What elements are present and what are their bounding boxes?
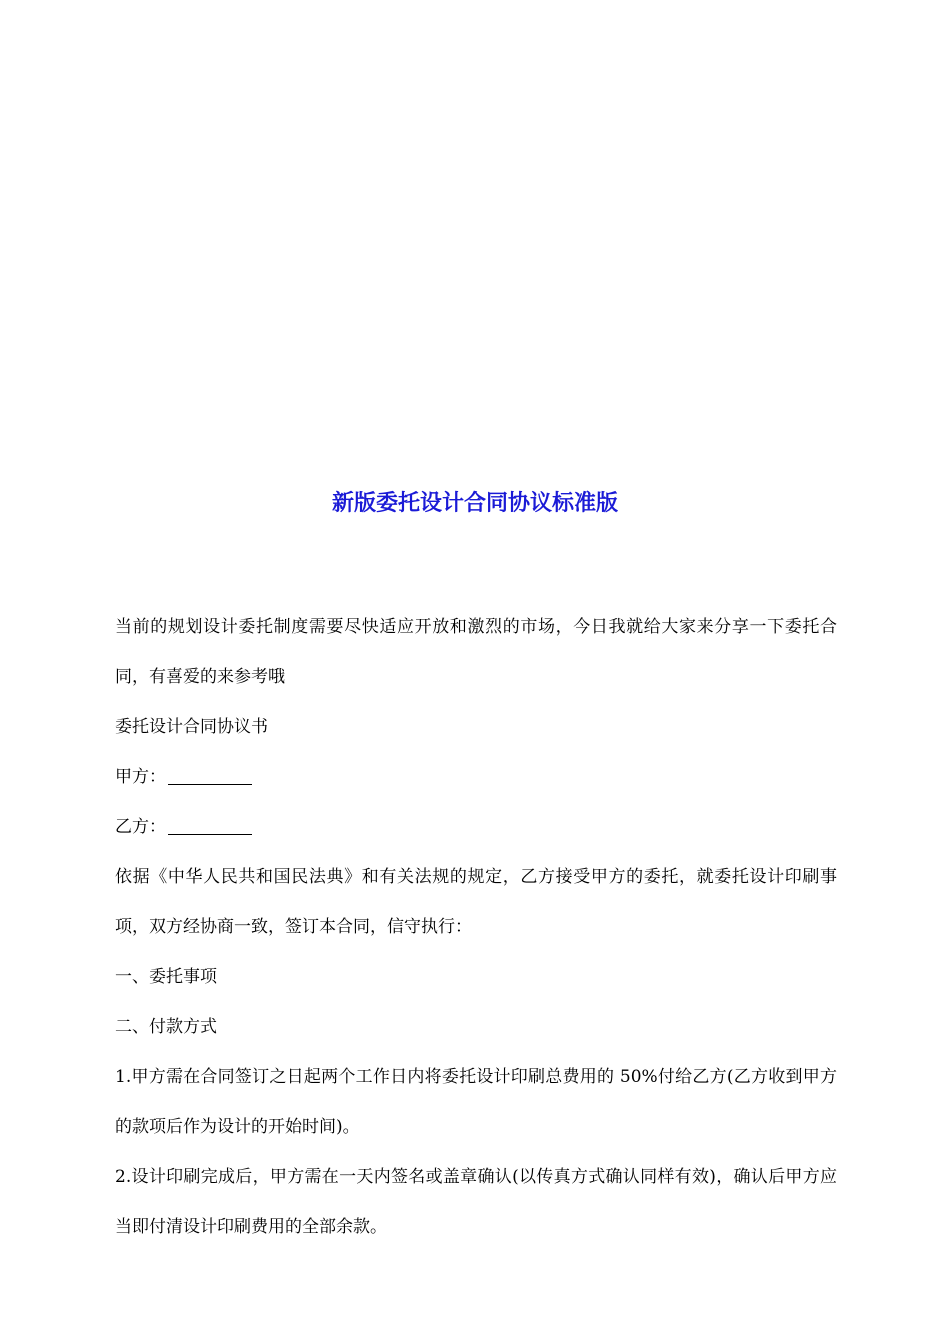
preamble-paragraph: 依据《中华人民共和国民法典》和有关法规的规定，乙方接受甲方的委托，就委托设计印刷事项，双方经协商一致，签订本合同，信守执行：: [115, 867, 837, 937]
clause-1-paragraph: 1.甲方需在合同签订之日起两个工作日内将委托设计印刷总费用的 50%付给乙方(乙方收到甲方的款项后作为设计的开始时间)。: [115, 1067, 837, 1137]
party-a-blank: [168, 766, 252, 785]
party-b-line: [115, 802, 837, 852]
clause-2-paragraph: 2.设计印刷完成后，甲方需在一天内签名或盖章确认(以传真方式确认同样有效)，确认后甲方应当即付清设计印刷费用的全部余款。: [115, 1167, 837, 1237]
party-b-label: 乙方：: [115, 817, 166, 837]
party-b-blank: [168, 816, 252, 835]
party-a-label: 甲方：: [115, 767, 166, 787]
section-2-heading: 二、付款方式: [115, 1017, 217, 1037]
document-title: 新版委托设计合同协议标准版: [331, 491, 618, 516]
contract-heading: 委托设计合同协议书: [115, 717, 268, 737]
section-1-heading: 一、委托事项: [115, 967, 217, 987]
intro-paragraph: 当前的规划设计委托制度需要尽快适应开放和激烈的市场，今日我就给大家来分享一下委托合同，有喜爱的来参考哦: [115, 617, 837, 687]
document-body: [115, 602, 837, 1252]
party-a-line: [115, 752, 837, 802]
